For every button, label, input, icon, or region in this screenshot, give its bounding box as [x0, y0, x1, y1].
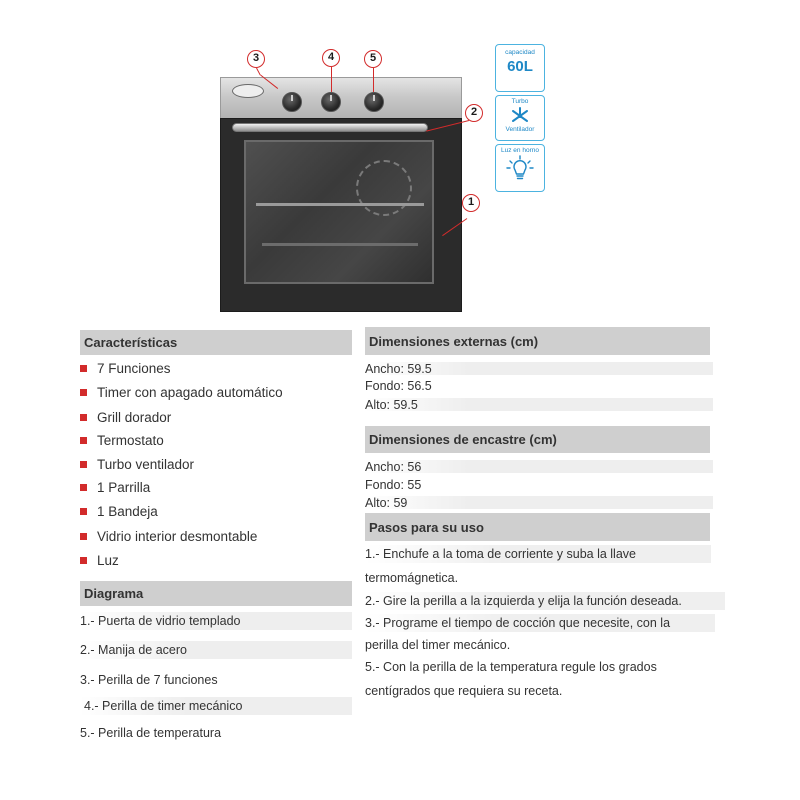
light-bulb-icon: [505, 154, 535, 186]
features-header: [80, 330, 352, 355]
external-dimensions-header: [365, 327, 710, 355]
step-line: 5.- Con la perilla de la temperatura regule los grados: [365, 660, 657, 674]
function-knob: [282, 92, 302, 112]
bullet-icon: [80, 557, 87, 564]
steps-header: [365, 513, 710, 541]
diagram-title: Diagrama: [84, 586, 144, 601]
light-label: Luz en horno: [501, 147, 539, 154]
diagram-item: 2.- Manija de acero: [80, 641, 352, 659]
feature-item: Timer con apagado automático: [80, 381, 283, 403]
fan-icon: [509, 106, 531, 126]
builtin-dimension-row: Ancho: 56: [365, 460, 713, 473]
step-line: termomágnetica.: [365, 571, 459, 585]
builtin-dimensions-header: [365, 426, 710, 453]
external-dimension-row: Alto: 59.5: [365, 398, 713, 411]
diagram-header: [80, 581, 352, 606]
steps-title: Pasos para su uso: [369, 519, 484, 535]
callout-5: 5: [364, 50, 382, 68]
builtin-dimension-row: Fondo: 55: [365, 477, 422, 492]
capacity-badge: [495, 44, 545, 92]
oven-rack: [262, 243, 418, 246]
external-dimensions-title: Dimensiones externas (cm): [369, 333, 539, 349]
ventilador-label: Ventilador: [505, 126, 535, 133]
step-line: centígrados que requiera su receta.: [365, 684, 563, 698]
diagram-item: 5.- Perilla de temperatura: [80, 726, 222, 740]
capacity-value: 60L: [507, 58, 533, 75]
turbo-fan-badge: [495, 95, 545, 141]
bullet-icon: [80, 437, 87, 444]
step-line: perilla del timer mecánico.: [365, 638, 511, 652]
diagram-item: 3.- Perilla de 7 funciones: [80, 673, 218, 687]
builtin-dimensions-title: Dimensiones de encastre (cm): [369, 432, 557, 447]
builtin-dimension-row: Alto: 59: [365, 496, 713, 509]
diagram-item: 1.- Puerta de vidrio templado: [80, 612, 352, 630]
capacity-label: capacidad: [505, 49, 535, 56]
oven-control-panel: [220, 77, 462, 119]
timer-knob: [321, 92, 341, 112]
callout-2: 2: [465, 104, 483, 122]
callout-1: 1: [462, 194, 480, 212]
step-line: 3.- Programe el tiempo de cocción que necesite, con la: [365, 614, 715, 632]
feature-item: 1 Parrilla: [80, 476, 150, 498]
callout-4: 4: [322, 49, 340, 67]
oven-rack: [256, 203, 424, 206]
brand-logo: [232, 84, 264, 98]
bullet-icon: [80, 484, 87, 491]
oven-light-badge: [495, 144, 545, 192]
temperature-knob: [364, 92, 384, 112]
bullet-icon: [80, 533, 87, 540]
external-dimension-row: Ancho: 59.5: [365, 362, 713, 375]
external-dimension-row: Fondo: 56.5: [365, 378, 432, 393]
feature-item: 1 Bandeja: [80, 500, 158, 522]
oven-illustration: [0, 0, 800, 330]
diagram-item: 4.- Perilla de timer mecánico: [80, 697, 352, 715]
bullet-icon: [80, 389, 87, 396]
callout-3: 3: [247, 50, 265, 68]
feature-item: Vidrio interior desmontable: [80, 525, 257, 547]
step-line: 1.- Enchufe a la toma de corriente y suba la llave: [365, 545, 711, 563]
bullet-icon: [80, 508, 87, 515]
bullet-icon: [80, 365, 87, 372]
feature-item: Termostato: [80, 429, 164, 451]
bullet-icon: [80, 414, 87, 421]
feature-item: Grill dorador: [80, 406, 171, 428]
bullet-icon: [80, 461, 87, 468]
turbo-label: Turbo: [511, 98, 529, 105]
oven-glass-window: [244, 140, 434, 284]
oven-fan-icon: [356, 160, 412, 216]
features-title: Características: [84, 335, 178, 350]
feature-item: 7 Funciones: [80, 357, 171, 379]
feature-item: Turbo ventilador: [80, 453, 194, 475]
oven-handle: [232, 123, 428, 132]
step-line: 2.- Gire la perilla a la izquierda y elija la función deseada.: [365, 592, 725, 610]
feature-item: Luz: [80, 549, 119, 571]
